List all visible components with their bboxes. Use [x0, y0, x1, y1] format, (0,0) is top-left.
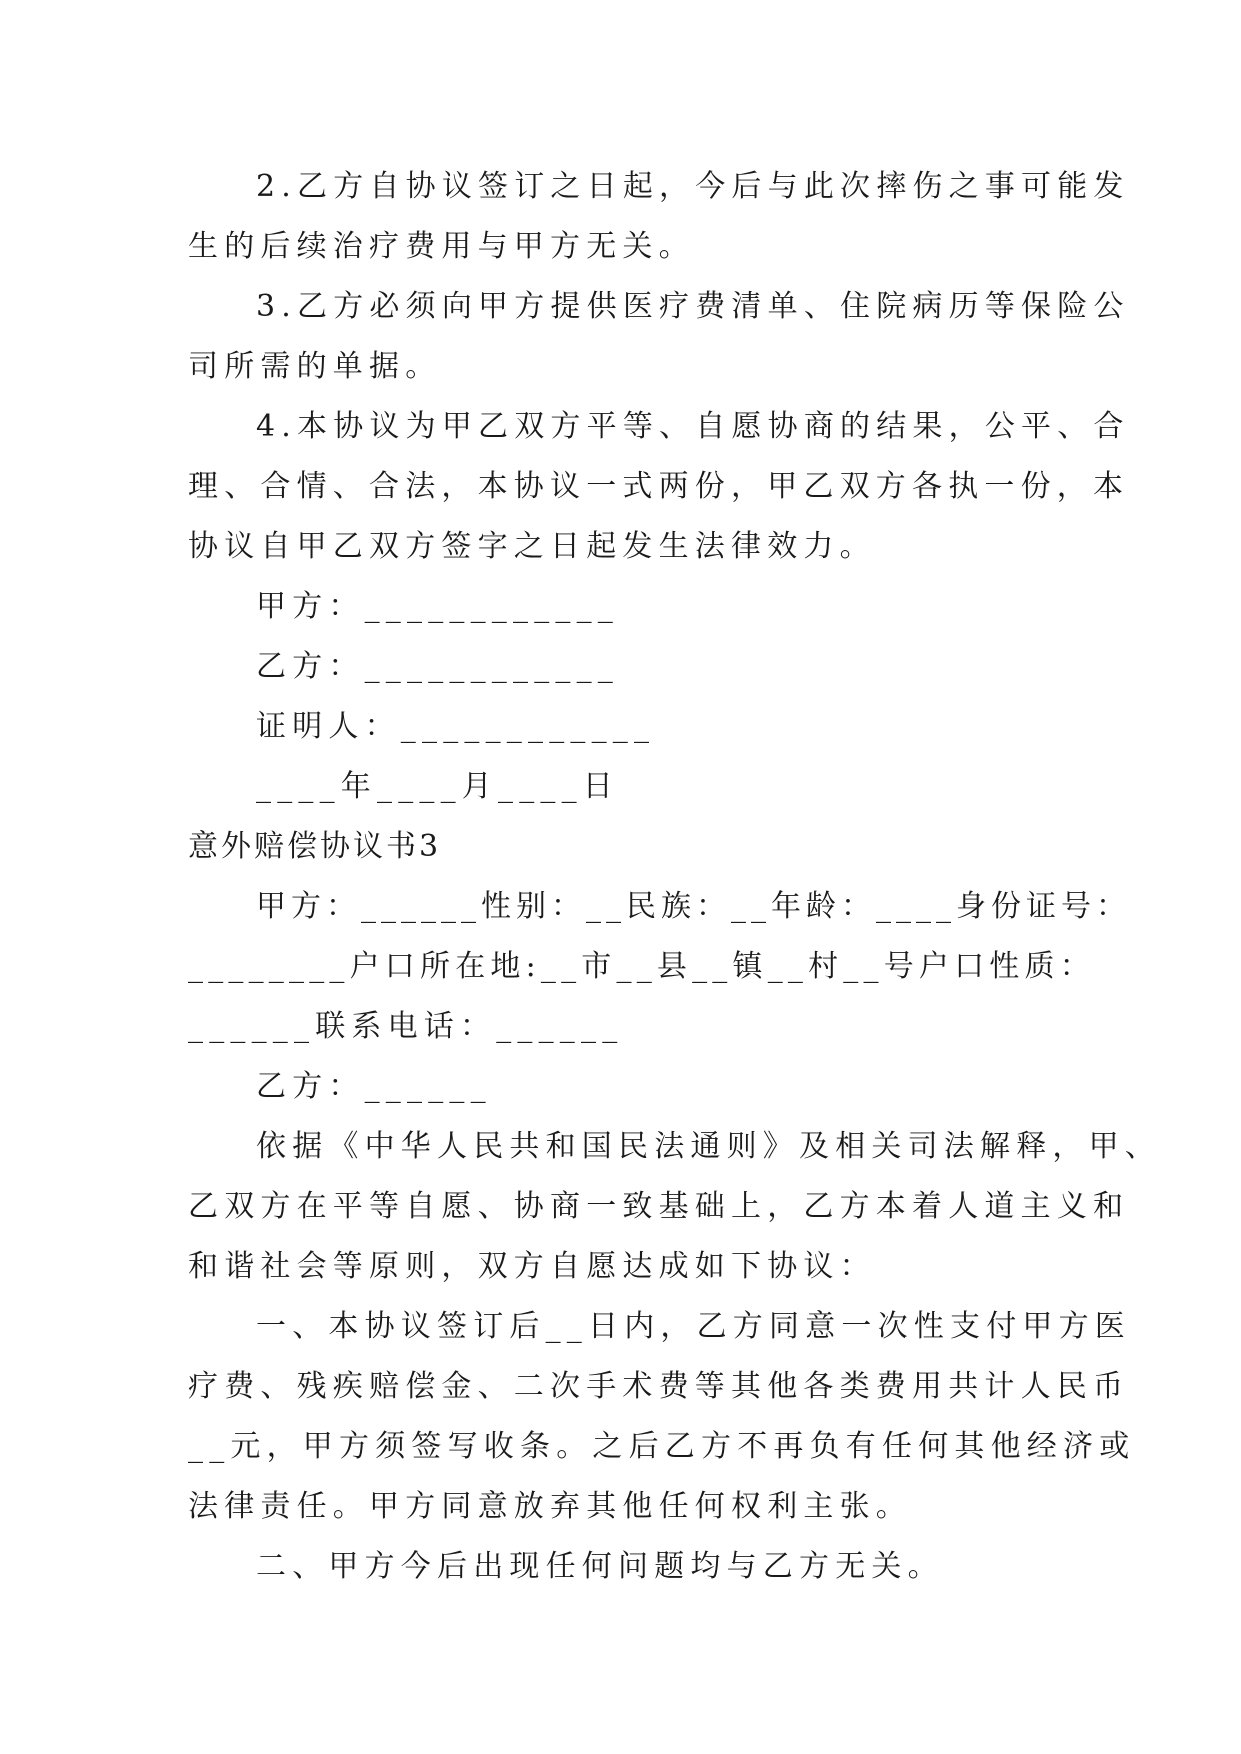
party-a-info-line-1: 甲方：______性别：__民族：__年龄：____身份证号： [256, 889, 1131, 924]
basis-line-1: 依据《中华人民共和国民法通则》及相关司法解释，甲、 [256, 1129, 1161, 1164]
clause-4-line-1: 4.本协议为甲乙双方平等、自愿协商的结果，公平、合 [256, 409, 1130, 444]
basis-line-3: 和谐社会等原则，双方自愿达成如下协议： [188, 1249, 876, 1284]
party-b-signature: 乙方：____________ [256, 649, 619, 684]
article-1-line-1: 一、本协议签订后__日内，乙方同意一次性支付甲方医 [256, 1309, 1131, 1344]
clause-3-line-2: 司所需的单据。 [188, 349, 442, 384]
article-1-line-2: 疗费、残疾赔偿金、二次手术费等其他各类费用共计人民币 [188, 1369, 1130, 1404]
party-a-info-line-3: ______联系电话：______ [188, 1009, 624, 1044]
clause-4-line-3: 协议自甲乙双方签字之日起发生法律效力。 [188, 529, 876, 564]
basis-line-2: 乙双方在平等自愿、协商一致基础上，乙方本着人道主义和 [188, 1189, 1130, 1224]
party-a-info-line-2: ________户口所在地:__市__县__镇__村__号户口性质： [188, 949, 1095, 984]
article-2-line-1: 二、甲方今后出现任何问题均与乙方无关。 [256, 1549, 944, 1584]
party-a-signature: 甲方：____________ [256, 589, 619, 624]
section-title: 意外赔偿协议书3 [188, 829, 442, 864]
signing-date: ____年____月____日 [256, 769, 619, 804]
article-1-line-3: __元，甲方须签写收条。之后乙方不再负有任何其他经济或 [188, 1429, 1136, 1464]
clause-2-line-1: 2.乙方自协议签订之日起，今后与此次摔伤之事可能发 [256, 169, 1130, 204]
party-b-info: 乙方：______ [256, 1069, 492, 1104]
clause-2-line-2: 生的后续治疗费用与甲方无关。 [188, 229, 695, 264]
clause-4-line-2: 理、合情、合法，本协议一式两份，甲乙双方各执一份，本 [188, 469, 1130, 504]
clause-3-line-1: 3.乙方必须向甲方提供医疗费清单、住院病历等保险公 [256, 289, 1130, 324]
witness-signature: 证明人：____________ [256, 709, 656, 744]
article-1-line-4: 法律责任。甲方同意放弃其他任何权利主张。 [188, 1489, 912, 1524]
